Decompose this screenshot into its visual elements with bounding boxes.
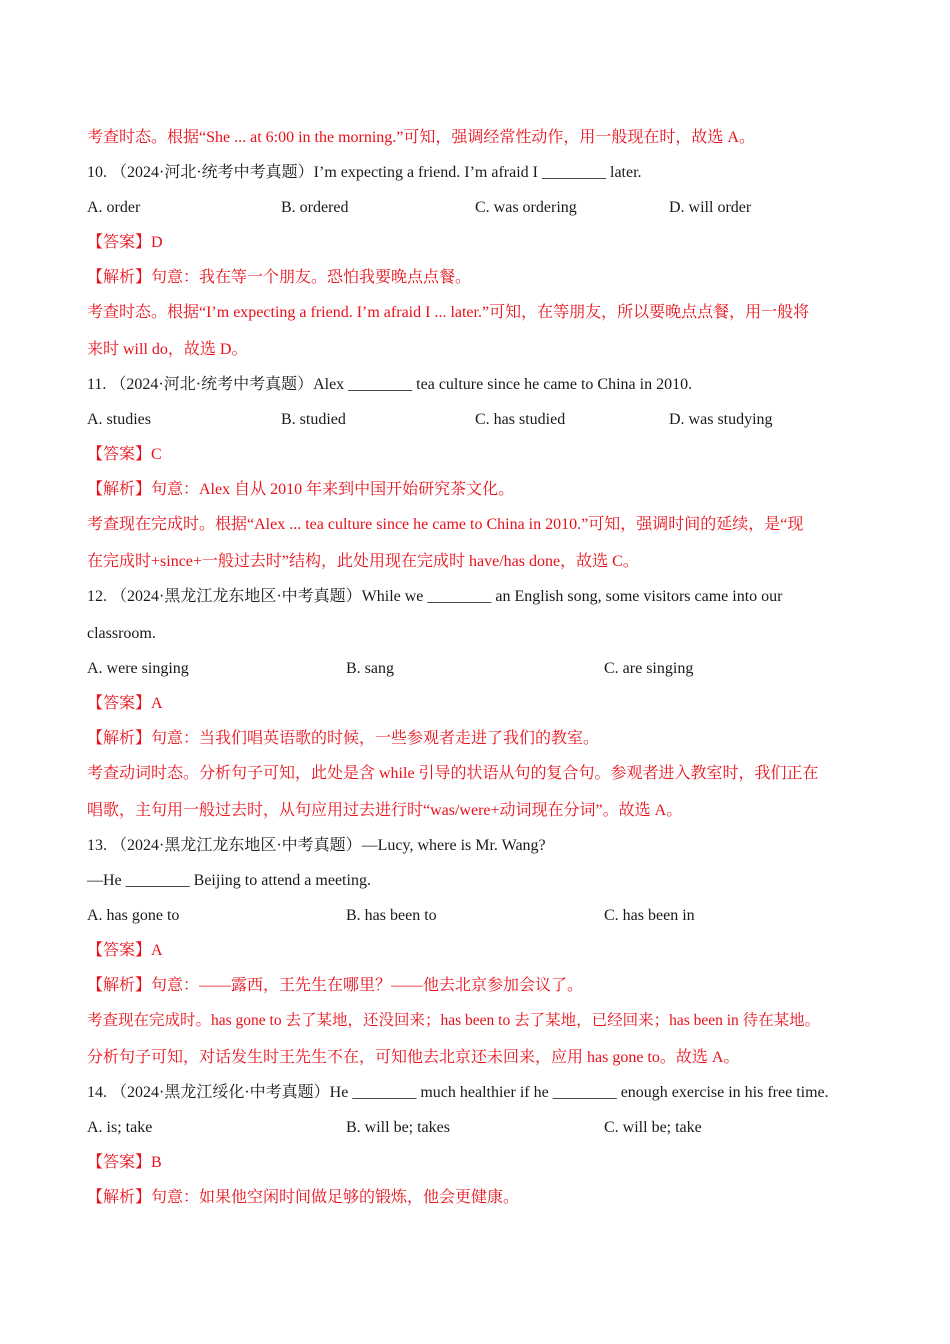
q12-analysis-line1: 考查动词时态。分析句子可知，此处是含 while 引导的状语从句的复合句。参观者进入教室时，我们正在 [87, 765, 819, 782]
q10-stem: 10. （2024·河北·统考中考真题）I’m expecting a friend. I’m afraid I ________ later. [87, 164, 642, 181]
q14-option-c: C. will be; take [604, 1119, 702, 1136]
q12-analysis-translation: 【解析】句意：当我们唱英语歌的时候，一些参观者走进了我们的教室。 [87, 730, 600, 747]
q11-option-b: B. studied [281, 411, 346, 428]
q9-analysis-line: 考查时态。根据“She ... at 6:00 in the morning.”可知，强调经常性动作，用一般现在时，故选 A。 [87, 129, 755, 146]
q13-stem-line2: —He ________ Beijing to attend a meeting. [87, 872, 371, 889]
q13-option-c: C. has been in [604, 907, 695, 924]
q14-answer: 【答案】B [87, 1154, 162, 1171]
q10-option-d: D. will order [669, 199, 752, 216]
q12-answer: 【答案】A [87, 695, 163, 712]
q12-option-a: A. were singing [87, 660, 189, 677]
q12-option-b: B. sang [346, 660, 394, 677]
q12-option-c: C. are singing [604, 660, 694, 677]
q11-stem: 11. （2024·河北·统考中考真题）Alex ________ tea culture since he came to China in 2010. [87, 376, 693, 393]
q11-option-a: A. studies [87, 411, 151, 428]
q10-answer: 【答案】D [87, 234, 163, 251]
q12-analysis-line2: 唱歌，主句用一般过去时，从句应用过去进行时“was/were+动词现在分词”。故选 A。 [87, 802, 683, 819]
q11-analysis-translation: 【解析】句意：Alex 自从 2010 年来到中国开始研究茶文化。 [87, 481, 515, 498]
q13-option-b: B. has been to [346, 907, 437, 924]
q10-option-b: B. ordered [281, 199, 349, 216]
q10-analysis-line1: 考查时态。根据“I’m expecting a friend. I’m afraid I ... later.”可知，在等朋友，所以要晚点点餐，用一般将 [87, 304, 810, 321]
q13-analysis-line2: 分析句子可知，对话发生时王先生不在，可知他去北京还未回来，应用 has gone to。故选 A。 [87, 1049, 740, 1066]
q12-stem-line2: classroom. [87, 625, 156, 642]
q13-analysis-line1: 考查现在完成时。has gone to 去了某地，还没回来；has been to 去了某地，已经回来；has been in 待在某地。 [87, 1012, 821, 1029]
q14-option-a: A. is; take [87, 1119, 153, 1136]
q10-option-a: A. order [87, 199, 141, 216]
q13-option-a: A. has gone to [87, 907, 180, 924]
q11-option-d: D. was studying [669, 411, 773, 428]
q13-analysis-translation: 【解析】句意：——露西，王先生在哪里？——他去北京参加会议了。 [87, 977, 584, 994]
q13-stem-line1: 13. （2024·黑龙江龙东地区·中考真题）—Lucy, where is Mr. Wang? [87, 837, 546, 854]
q11-analysis-line1: 考查现在完成时。根据“Alex ... tea culture since he came to China in 2010.”可知，强调时间的延续，是“现 [87, 516, 804, 533]
q11-answer: 【答案】C [87, 446, 162, 463]
q14-analysis-translation: 【解析】句意：如果他空闲时间做足够的锻炼，他会更健康。 [87, 1189, 520, 1206]
q10-analysis-translation: 【解析】句意：我在等一个朋友。恐怕我要晚点点餐。 [87, 269, 472, 286]
q10-analysis-line2: 来时 will do，故选 D。 [87, 341, 248, 358]
q12-stem-line1: 12. （2024·黑龙江龙东地区·中考真题）While we ________ an English song, some visitors came into our [87, 588, 783, 605]
q14-stem: 14. （2024·黑龙江绥化·中考真题）He ________ much healthier if he ________ enough exercise in his free time. [87, 1084, 829, 1101]
q10-option-c: C. was ordering [475, 199, 577, 216]
q13-answer: 【答案】A [87, 942, 163, 959]
q14-option-b: B. will be; takes [346, 1119, 450, 1136]
q11-analysis-line2: 在完成时+since+一般过去时”结构，此处用现在完成时 have/has done，故选 C。 [87, 553, 639, 570]
q11-option-c: C. has studied [475, 411, 566, 428]
